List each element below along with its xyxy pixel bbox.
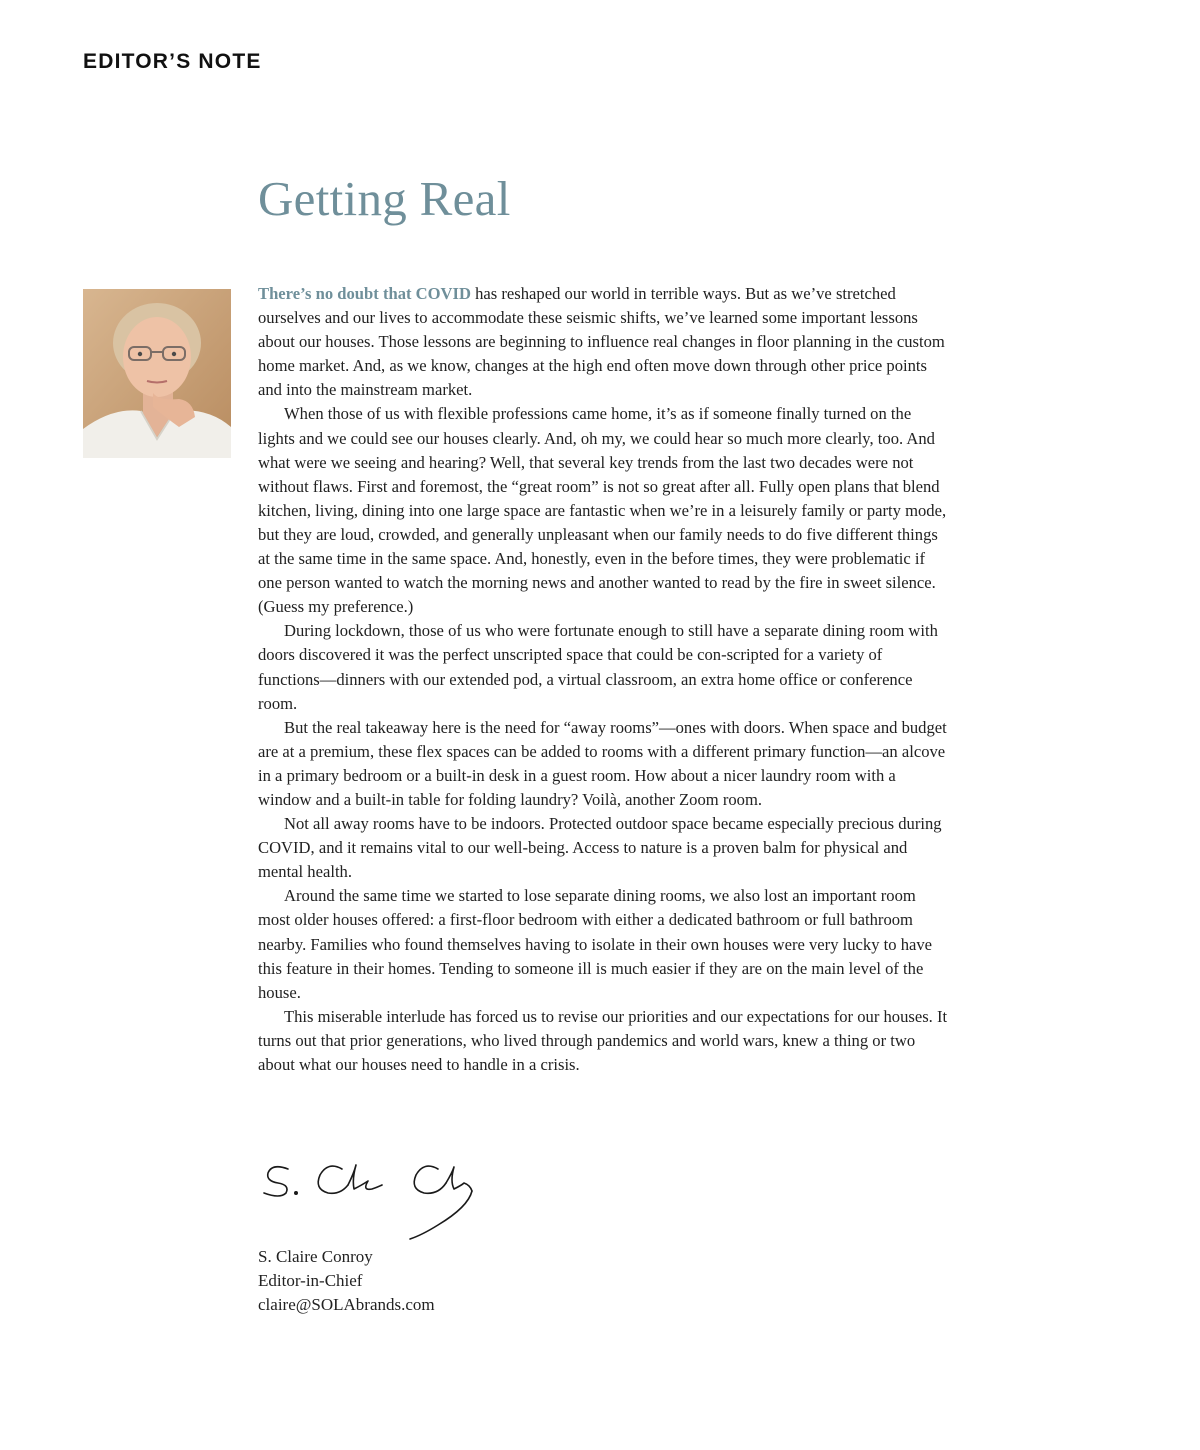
article-paragraph: When those of us with flexible professions came home, it’s as if someone finally turned on the lights and we could see our houses clearly. And, oh my, we could hear so much more clearly, too. And what were we seeing and hearing? Well, that several key trends from the last two decades were not without flaws. First and foremost, the “great room” is not so great after all. Fully open plans that blend kitchen, living, dining into one large space are fantastic when we’re in a leisurely family or party mode, but they are loud, crowded, and generally unpleasant when our family needs to do five different things at the same time in the same space. And, honestly, even in the before times, they were problematic if one person wanted to watch the morning news and another wanted to read by the fire in sweet silence. (Guess my preference.)	[258, 404, 947, 617]
handwritten-signature	[258, 1155, 488, 1245]
article-paragraph: This miserable interlude has forced us to revise our priorities and our expectations for our houses. It turns out that prior generations, who lived through pandemics and world wars, knew a thing or two about what our houses need to handle in a crisis.	[258, 1006, 948, 1074]
headline: Getting Real	[258, 171, 511, 226]
article-paragraph: But the real takeaway here is the need for “away rooms”—ones with doors. When space and budget are at a premium, these flex spaces can be added to rooms with a different primary function—an alcove in a primary bedroom or a built-in desk in a guest room. How about a nicer laundry room with a window and a built-in table for folding laundry? Voilà, another Zoom room.	[258, 717, 947, 809]
article-paragraph: During lockdown, those of us who were fortunate enough to still have a separate dining room with doors discovered it was the perfect unscripted space that could be con-scripted for a variety of functions—dinners with our extended pod, a virtual classroom, an extra home office or conference room.	[258, 621, 938, 713]
article-body	[258, 282, 948, 1077]
article-paragraph	[258, 282, 948, 402]
section-label: EDITOR’S NOTE	[83, 50, 262, 73]
author-email: claire@SOLAbrands.com	[258, 1295, 435, 1314]
article-paragraph: Not all away rooms have to be indoors. Protected outdoor space became especially precious during COVID, and it remains vital to our well-being. Access to nature is a proven balm for physical and mental health.	[258, 814, 942, 882]
editor-portrait	[83, 289, 231, 458]
author-title: Editor-in-Chief	[258, 1271, 363, 1290]
article-paragraph: Around the same time we started to lose separate dining rooms, we also lost an important room most older houses offered: a first-floor bedroom with either a dedicated bathroom or full bathroom nearby. Families who found themselves having to isolate in their own houses were very lucky to have this feature in their homes. Tending to someone ill is much easier if they are on the main level of the house.	[258, 886, 933, 1002]
sign-off	[258, 1245, 435, 1317]
author-name: S. Claire Conroy	[258, 1247, 373, 1266]
lead-in: There’s no doubt that COVID	[258, 284, 471, 303]
first-paragraph-text: has reshaped our world in terrible ways. But as we’ve stretched ourselves and our lives to accommodate these seismic shifts, we’ve learned some important lessons about our houses. Those lessons are beginning to influence real changes in floor planning in the custom home market. And, as we know, changes at the high end often move down through other price points and into the mainstream market.	[258, 284, 945, 400]
